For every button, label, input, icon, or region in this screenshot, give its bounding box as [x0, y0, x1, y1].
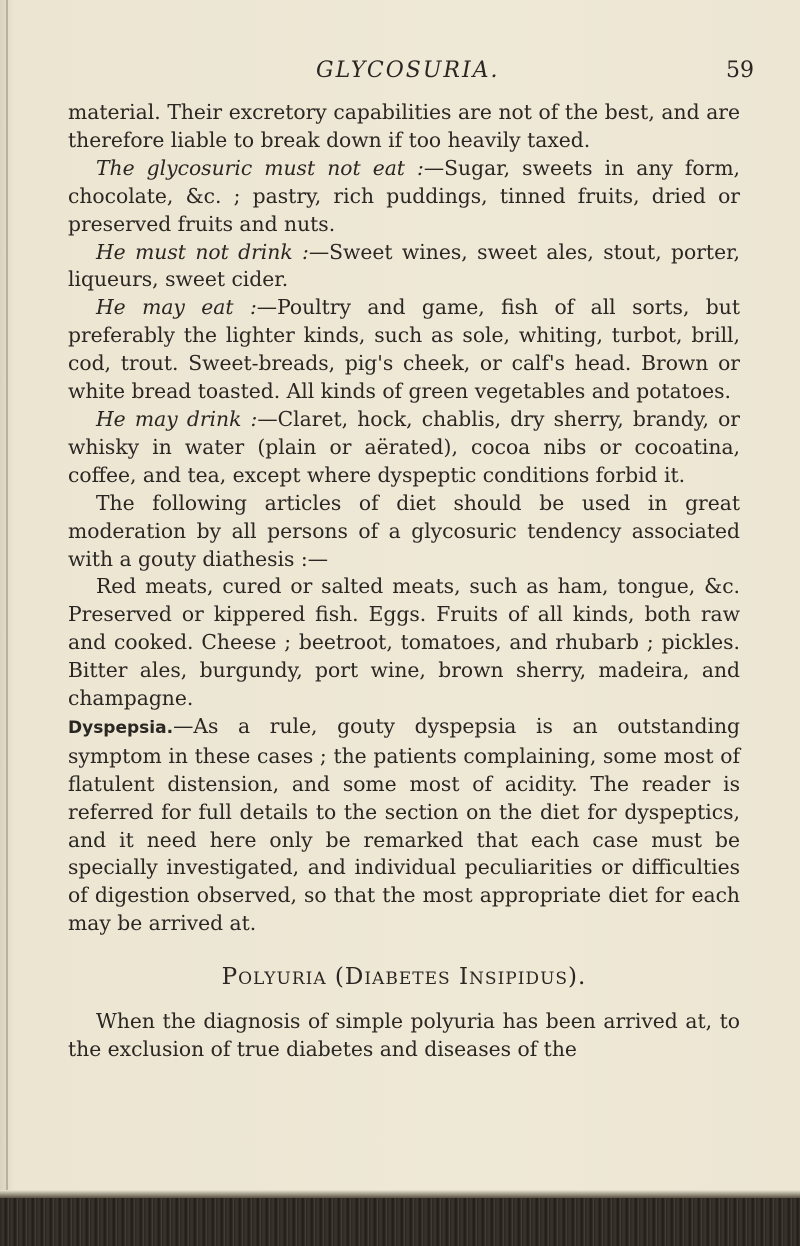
section-heading	[68, 964, 740, 994]
paragraph-body: —Sweet wines, sweet ales, stout, porter, liqueurs, sweet cider.	[68, 239, 740, 292]
paragraph-lead: He may drink :	[96, 406, 258, 431]
paragraph-may-drink	[68, 406, 740, 490]
binding-gutter	[6, 0, 8, 1190]
paragraph-must-not-eat	[68, 155, 740, 239]
paragraph-body: —Sugar, sweets in any form, chocolate, &c. ; pastry, rich puddings, tinned fruits, dried or preserved fruits and nuts.	[68, 155, 741, 236]
paragraph-lead: He must not drink :	[96, 239, 309, 264]
paragraph-must-not-drink	[68, 239, 740, 295]
paragraph-polyuria: When the diagnosis of simple polyuria has been arrived at, to the exclusion of true diabetes and diseases of the	[68, 1009, 740, 1061]
heading-small-caps: OLYURIA	[238, 969, 327, 990]
page-bottom-edge	[0, 1198, 800, 1246]
paragraph-lead: The glycosuric must not eat :	[96, 155, 424, 180]
body-text	[68, 99, 740, 1064]
heading-small-caps: NSIPIDUS	[469, 969, 569, 990]
page-header	[0, 58, 800, 88]
paragraph-may-eat	[68, 294, 740, 406]
paragraph-lead: Dyspepsia.	[68, 717, 174, 738]
paragraph-moderation: The following articles of diet should be used in great moderation by all persons of a glycosuric tendency associated with a gouty diathesis :—	[68, 490, 740, 571]
paragraph-body: —Poultry and game, fish of all sorts, but preferably the lighter kinds, such as sole, whiting, turbot, brill, cod, trout. Sweet-breads, pig's cheek, or calf's head. Brown or white bread toasted. All kinds of green vegetables and potatoes.	[68, 295, 740, 404]
heading-initial: P	[221, 964, 239, 991]
heading-initial: I	[450, 964, 470, 991]
running-title: GLYCOSURIA.	[316, 58, 500, 83]
paragraph-articles-list: Red meats, cured or salted meats, such as ham, tongue, &c. Preserved or kippered fish. Eggs. Fruits of all kinds, both raw and cooked. Cheese ; beetroot, tomatoes, and rhubarb ; pickles. Bitter ales, burgundy, port wine, brown sherry, madeira, and champagne.	[68, 574, 740, 711]
heading-initial: ).	[568, 964, 587, 991]
heading-initial: (D	[326, 964, 365, 991]
paragraph-dyspepsia	[68, 713, 740, 938]
paragraph-lead: He may eat :	[96, 295, 257, 320]
paragraph-body: —As a rule, gouty dyspepsia is an outstanding symptom in these cases ; the patients complaining, some most of flatulent distension, and some most of acidity. The reader is referred for full details to the section on the diet for dyspeptics, and it need here only be remarked that each case must be specially investigated, and individual peculiarities or difficulties of digestion observed, so that the most appropriate diet for each may be arrived at.	[68, 713, 740, 936]
page-bottom-shadow	[0, 1190, 800, 1198]
paragraph-continuation: material. Their excretory capabilities are not of the best, and are therefore liable to break down if too heavily taxed.	[68, 100, 740, 152]
heading-small-caps: IABETES	[364, 969, 451, 990]
paragraph-body: —Claret, hock, chablis, dry sherry, brandy, or whisky in water (plain or aërated), cocoa nibs or cocoatina, coffee, and tea, except where dyspeptic conditions forbid it.	[68, 406, 740, 487]
page-number: 59	[726, 58, 754, 83]
